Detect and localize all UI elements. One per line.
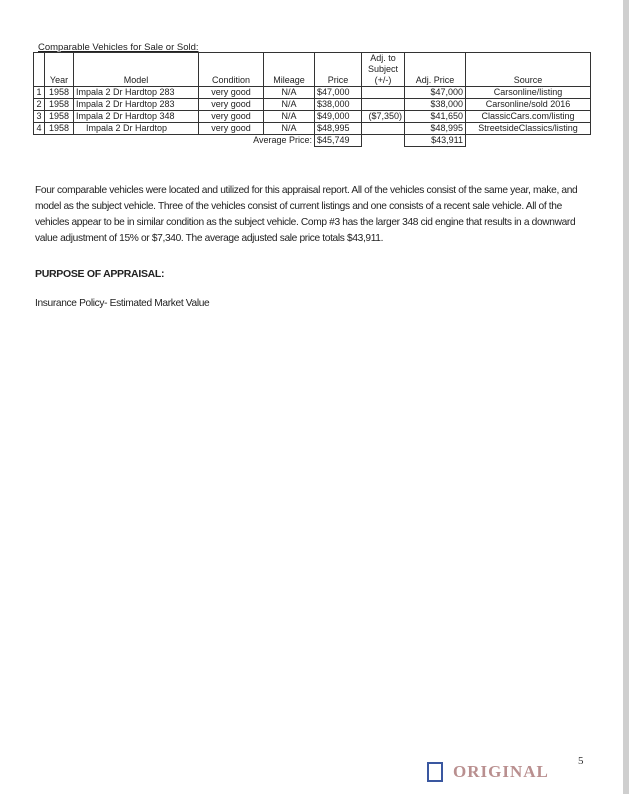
header-adjustment-line3: (+/-)	[374, 75, 392, 85]
comparable-vehicles-table	[33, 52, 591, 147]
row-mileage: N/A	[264, 111, 315, 123]
row-condition: very good	[199, 87, 264, 99]
table-row	[34, 99, 591, 111]
row-adj-price: $47,000	[405, 87, 466, 99]
row-source: Carsonline/sold 2016	[466, 99, 591, 111]
header-adjustment	[362, 53, 405, 87]
table-row	[34, 111, 591, 123]
header-adj-price: Adj. Price	[405, 53, 466, 87]
row-condition: very good	[199, 111, 264, 123]
header-year: Year	[45, 53, 74, 87]
row-mileage: N/A	[264, 87, 315, 99]
row-year: 1958	[45, 87, 74, 99]
header-price: Price	[315, 53, 362, 87]
row-number: 3	[34, 111, 45, 123]
table-title: Comparable Vehicles for Sale or Sold:	[38, 42, 199, 53]
row-adjustment: ($7,350)	[362, 111, 405, 123]
summary-paragraph: Four comparable vehicles were located and utilized for this appraisal report. All of the vehicles consist of the same year, make, and model as the subject vehicle. Three of the vehicles consist of current listings and one consists of a recent sale vehicle. All of the vehicles appear to be in similar condition as the subject vehicle. Comp #3 has the larger 348 cid engine that results in a downward value adjustment of 15% or $7,340. The average adjusted sale price totals $43,911.	[35, 185, 578, 244]
table-row	[34, 87, 591, 99]
row-model: Impala 2 Dr Hardtop 348	[74, 111, 199, 123]
average-spacer	[74, 135, 199, 147]
stamp-frame-icon	[427, 762, 443, 782]
row-adjustment	[362, 99, 405, 111]
table-row	[34, 123, 591, 135]
purpose-text: Insurance Policy- Estimated Market Value	[35, 298, 210, 309]
purpose-heading: PURPOSE OF APPRAISAL:	[35, 268, 165, 280]
stamp-text: ORIGINAL	[453, 762, 549, 781]
page-number: 5	[578, 755, 584, 767]
row-adjustment	[362, 123, 405, 135]
row-model: Impala 2 Dr Hardtop 283	[74, 87, 199, 99]
average-spacer	[466, 135, 591, 147]
row-adj-price: $48,995	[405, 123, 466, 135]
row-mileage: N/A	[264, 99, 315, 111]
row-number: 1	[34, 87, 45, 99]
header-model: Model	[74, 53, 199, 87]
header-mileage: Mileage	[264, 53, 315, 87]
row-model: Impala 2 Dr Hardtop 283	[74, 99, 199, 111]
row-adj-price: $38,000	[405, 99, 466, 111]
table-header-row	[34, 53, 591, 87]
average-price-value: $45,749	[315, 135, 362, 147]
average-adj-price-value: $43,911	[405, 135, 466, 147]
average-spacer	[45, 135, 74, 147]
row-price: $38,000	[315, 99, 362, 111]
row-source: ClassicCars.com/listing	[466, 111, 591, 123]
average-row	[34, 135, 591, 147]
row-model: Impala 2 Dr Hardtop	[74, 123, 199, 135]
row-number: 2	[34, 99, 45, 111]
header-source: Source	[466, 53, 591, 87]
row-source: Carsonline/listing	[466, 87, 591, 99]
average-spacer	[34, 135, 45, 147]
row-mileage: N/A	[264, 123, 315, 135]
row-condition: very good	[199, 99, 264, 111]
row-price: $47,000	[315, 87, 362, 99]
row-adjustment	[362, 87, 405, 99]
row-source: StreetsideClassics/listing	[466, 123, 591, 135]
original-stamp	[427, 760, 547, 786]
header-condition: Condition	[199, 53, 264, 87]
row-condition: very good	[199, 123, 264, 135]
average-spacer	[362, 135, 405, 147]
row-price: $49,000	[315, 111, 362, 123]
row-year: 1958	[45, 99, 74, 111]
row-year: 1958	[45, 111, 74, 123]
row-number: 4	[34, 123, 45, 135]
header-adjustment-line2: Subject	[367, 64, 399, 74]
row-price: $48,995	[315, 123, 362, 135]
row-adj-price: $41,650	[405, 111, 466, 123]
header-adjustment-line1: Adj. to	[370, 53, 396, 63]
average-price-label: Average Price:	[253, 135, 312, 146]
header-num	[34, 53, 45, 87]
row-year: 1958	[45, 123, 74, 135]
